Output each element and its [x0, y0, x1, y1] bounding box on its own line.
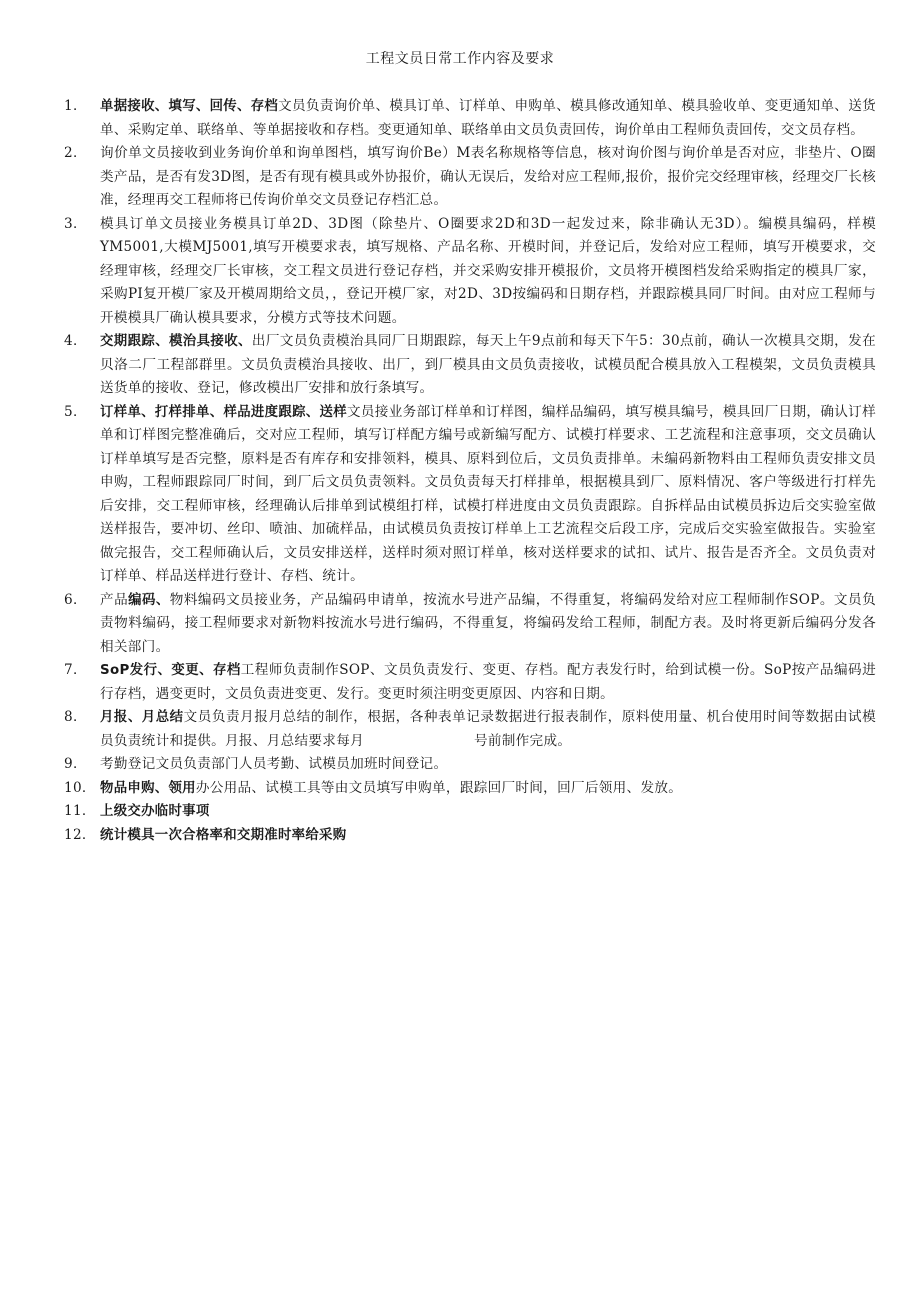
item-text: 办公用品、试模工具等由文员填写申购单，跟踪回厂时间，回厂后领用、发放。 [195, 779, 683, 796]
list-item [64, 213, 876, 331]
item-number: 3． [64, 215, 87, 232]
list-item [64, 659, 876, 706]
item-number: 6． [64, 591, 87, 608]
item-heading: 物品申购、领用 [100, 780, 196, 796]
item-text: 考勤登记文员负责部门人员考勤、试模员加班时间登记。 [100, 756, 448, 772]
list-item [64, 142, 876, 213]
list-item [64, 824, 876, 848]
item-heading: 交期跟踪、模治具接收、 [100, 334, 252, 349]
item-number: 9． [64, 756, 87, 772]
item-text: 文员负责月报月总结的制作，根据，各种表单记录数据进行报表制作，原料使用量、机台使用时间等数据由试模员负责统计和提供。月报、月总结要求每月 [100, 709, 876, 749]
item-heading: 统计模具一次合格率和交期准时率给采购 [100, 827, 347, 843]
item-heading: 订样单、打样排单、样品进度跟踪、送样 [100, 404, 347, 420]
item-number: 5． [64, 403, 87, 420]
item-heading: SoP发行、变更、存档 [100, 663, 241, 678]
item-number: 7． [64, 662, 87, 678]
item-heading: 单据接收、填写、回传、存档 [100, 99, 279, 114]
item-prefix: 产品 [100, 591, 129, 608]
list-item [64, 589, 876, 660]
item-text: 模具订单文员接业务模具订单2D、3D图（除垫片、O圈要求2D和3D一起发过来，除非确认无3D）。编模具编码，样模YM5001,大模MJ5001,填写开模要求表，填写规格、产品名称、开模时间，并登记后，发给对应工程师，填写开模要求，交经理审核，经理交厂长审核，交工程文员进行登记存档，并交采购安排开模报价，文员将开模图档发给采购指定的模具厂家，采购PI复开模厂家及开模周期给文员，，登记开模厂家，对2D、3D按编码和日期存档，并跟踪模具同厂时间。由对应工程师与开模模具厂确认模具要求，分模方式等技术问题。 [100, 215, 876, 326]
list-item [64, 777, 876, 801]
item-number: 12． [64, 826, 96, 843]
list-item [64, 330, 876, 401]
list-item [64, 706, 876, 753]
item-text: 工程师负责制作SOP、文员负责发行、变更、存档。配方表发行时，给到试模一份。SoP按产品编码进行存档，遇变更时，文员负责进变更、发行。变更时须注明变更原因、内容和日期。 [100, 662, 876, 702]
item-heading: 月报、月总结 [100, 710, 184, 725]
item-text: 文员负责询价单、模具订单、订样单、申购单、模具修改通知单、模具验收单、变更通知单、送货单、采购定单、联络单、等单据接收和存档。变更通知单、联络单由文员负责回传，询价单由工程师负责回传，交文员存档。 [100, 98, 876, 138]
item-number: 1． [64, 98, 87, 114]
list-item [64, 800, 876, 824]
item-heading: 上级交办临时事项 [100, 804, 210, 819]
item-number: 8． [64, 709, 87, 725]
item-number: 4． [64, 333, 87, 349]
item-number: 2． [64, 145, 87, 161]
work-item-list [64, 95, 876, 847]
item-text: 物料编码文员接业务，产品编码申请单，按流水号进产品编，不得重复，将编码发给对应工程师制作SOP。文员负责物料编码，接工程师要求对新物料按流水号进行编码，不得重复，将编码发给工程师，制配方表。及时将更新后编码分发各相关部门。 [100, 591, 876, 655]
list-item [64, 95, 876, 142]
list-item [64, 753, 876, 777]
item-text: 询价单文员接收到业务询价单和询单图档，填写询价Be）M表名称规格等信息，核对询价图与询价单是否对应，非垫片、O圈类产品，是否有发3D图，是否有现有模具或外协报价，确认无误后，发给对应工程师,报价，报价完交经理审核，经理交厂长核准，经理再交工程师将已传询价单交文员登记存档汇总。 [100, 145, 876, 208]
item-text: 文员接业务部订样单和订样图，编样品编码，填写模具编号，模具回厂日期，确认订样单和订样图完整准确后，交对应工程师，填写订样配方编号或新编写配方、试模打样要求、工艺流程和注意事项，交文员确认订样单填写是否完整，原料是否有库存和安排领料，模具、原料到位后，文员负责排单。未编码新物料由工程师负责安排文员申购，工程师跟踪同厂时间，到厂后文员负责领料。文员负责每天打样排单，根据模具到厂、原料情况、客户等级进行打样先后安排，交工程师审核，经理确认后排单到试模组打样，试模打样进度由文员负责跟踪。自拆样品由试模员拆边后交实验室做送样报告，要冲切、丝印、喷油、加硫样品，由试模员负责按订样单上工艺流程交后段工序，完成后交实验室做报告。实验室做完报告，交工程师确认后，文员安排送样，送样时须对照订样单，核对送样要求的试扣、试片、报告是否齐全。文员负责对订样单、样品送样进行登计、存档、统计。 [100, 403, 876, 584]
item-number: 10． [64, 779, 96, 796]
item-text: 出厂文员负责模治具同厂日期跟踪，每天上午9点前和每天下午5：30点前，确认一次模具交期，发在贝洛二厂工程部群里。文员负责模治具接收、出厂，到厂模具由文员负责接收，试模员配合模具放入工程模架，文员负责模具送货单的接收、登记，修改模出厂安排和放行条填写。 [100, 333, 876, 396]
item-tail: 号前制作完成。 [473, 732, 572, 749]
document-title: 工程文员日常工作内容及要求 [365, 51, 555, 67]
item-number: 11． [64, 803, 96, 819]
list-item [64, 401, 876, 589]
item-heading: 编码、 [128, 592, 170, 608]
